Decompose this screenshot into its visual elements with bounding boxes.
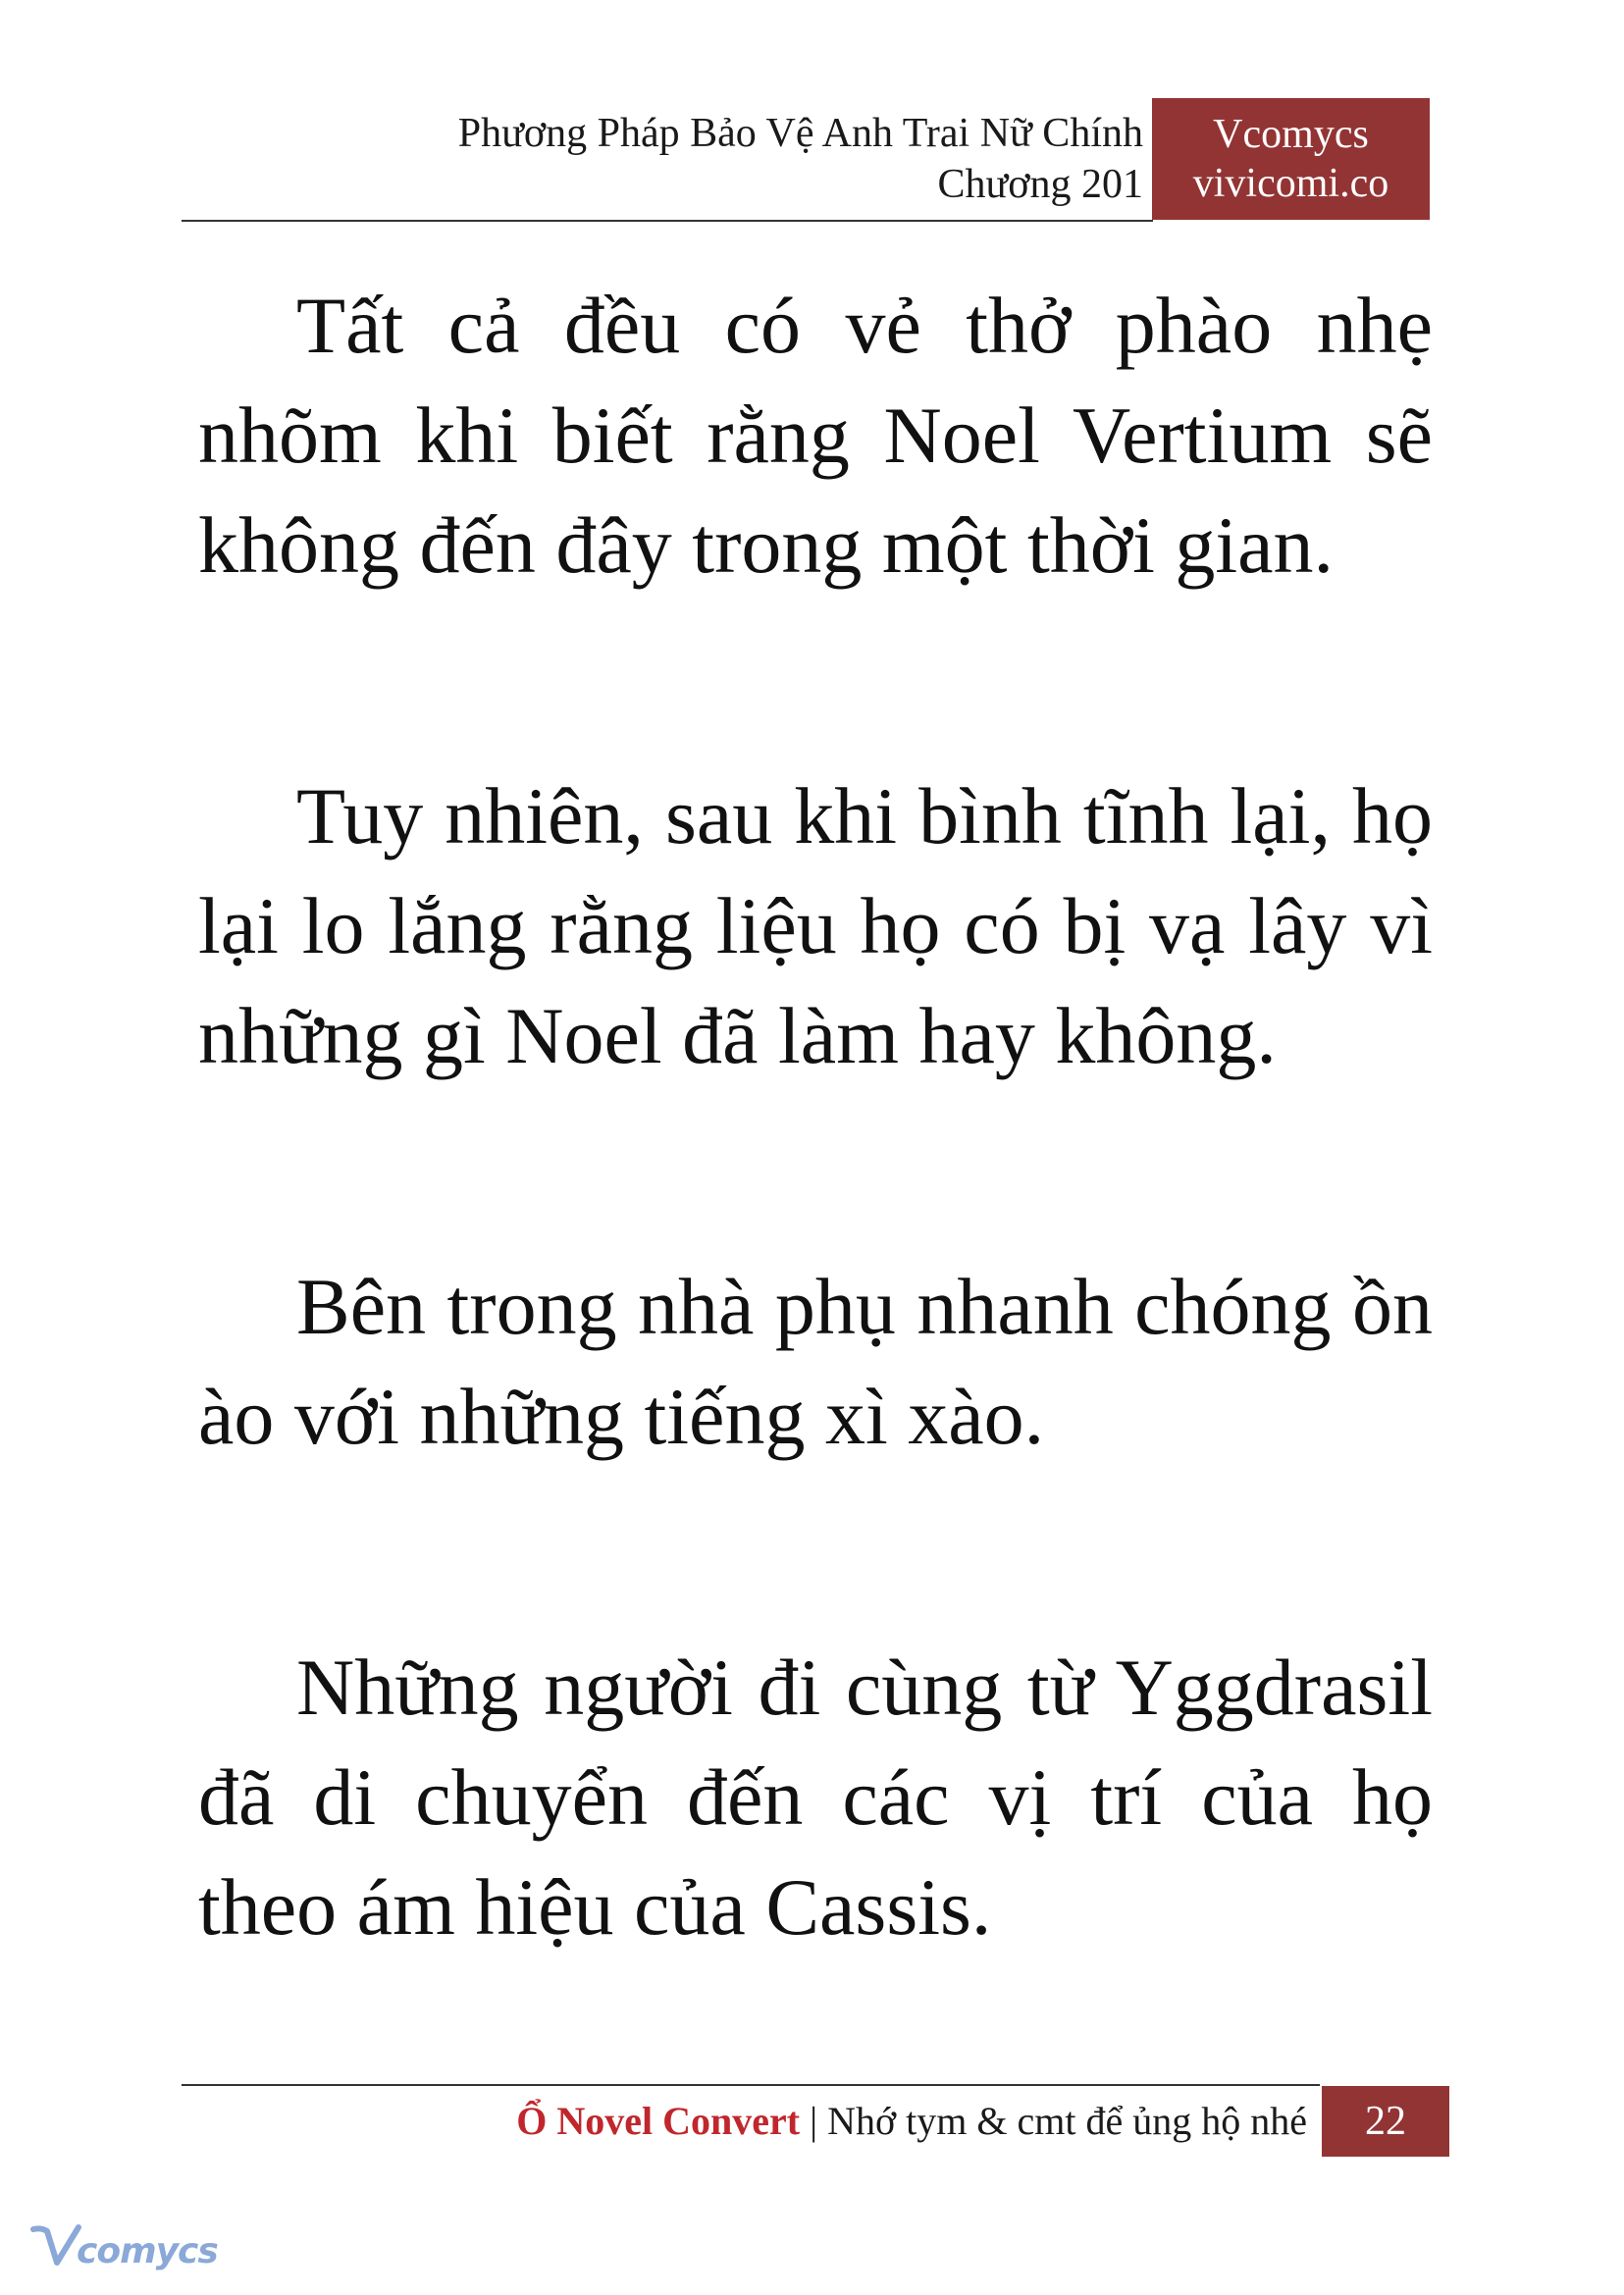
book-title: Phương Pháp Bảo Vệ Anh Trai Nữ Chính	[457, 111, 1143, 156]
paragraph-4: Những người đi cùng từ Yggdrasil đã di chuyển đến các vị trí của họ theo ám hiệu của Cassis.	[198, 1643, 1433, 1952]
badge-site-url: vivicomi.co	[1192, 161, 1389, 206]
footer-message: Nhớ tym & cmt để ủng hộ nhé	[827, 2099, 1307, 2143]
footer-text	[516, 2096, 1307, 2147]
paragraph-1: Tất cả đều có vẻ thở phào nhẹ nhõm khi biết rằng Noel Vertium sẽ không đến đây trong một thời gian.	[198, 281, 1433, 590]
page-number: 22	[1322, 2086, 1449, 2157]
badge-site-name: Vcomycs	[1213, 112, 1369, 157]
chapter-label: Chương 201	[937, 162, 1143, 207]
site-badge	[1152, 98, 1430, 220]
footer-separator: |	[800, 2099, 828, 2143]
page-header	[182, 98, 1430, 220]
watermark-logo-graphic	[27, 2219, 243, 2278]
footer-brand: Ổ Novel Convert	[516, 2099, 801, 2143]
page-footer	[182, 2086, 1449, 2157]
watermark-logo	[27, 2219, 243, 2278]
paragraph-2: Tuy nhiên, sau khi bình tĩnh lại, họ lại lo lắng rằng liệu họ có bị vạ lây vì những gì Noel đã làm hay không.	[198, 771, 1433, 1080]
chapter-body	[198, 271, 1433, 1962]
svg-text:comycs: comycs	[77, 2231, 218, 2271]
header-titles	[458, 108, 1143, 210]
paragraph-3: Bên trong nhà phụ nhanh chóng ồn ào với những tiếng xì xào.	[198, 1262, 1433, 1461]
header-divider	[182, 220, 1153, 222]
